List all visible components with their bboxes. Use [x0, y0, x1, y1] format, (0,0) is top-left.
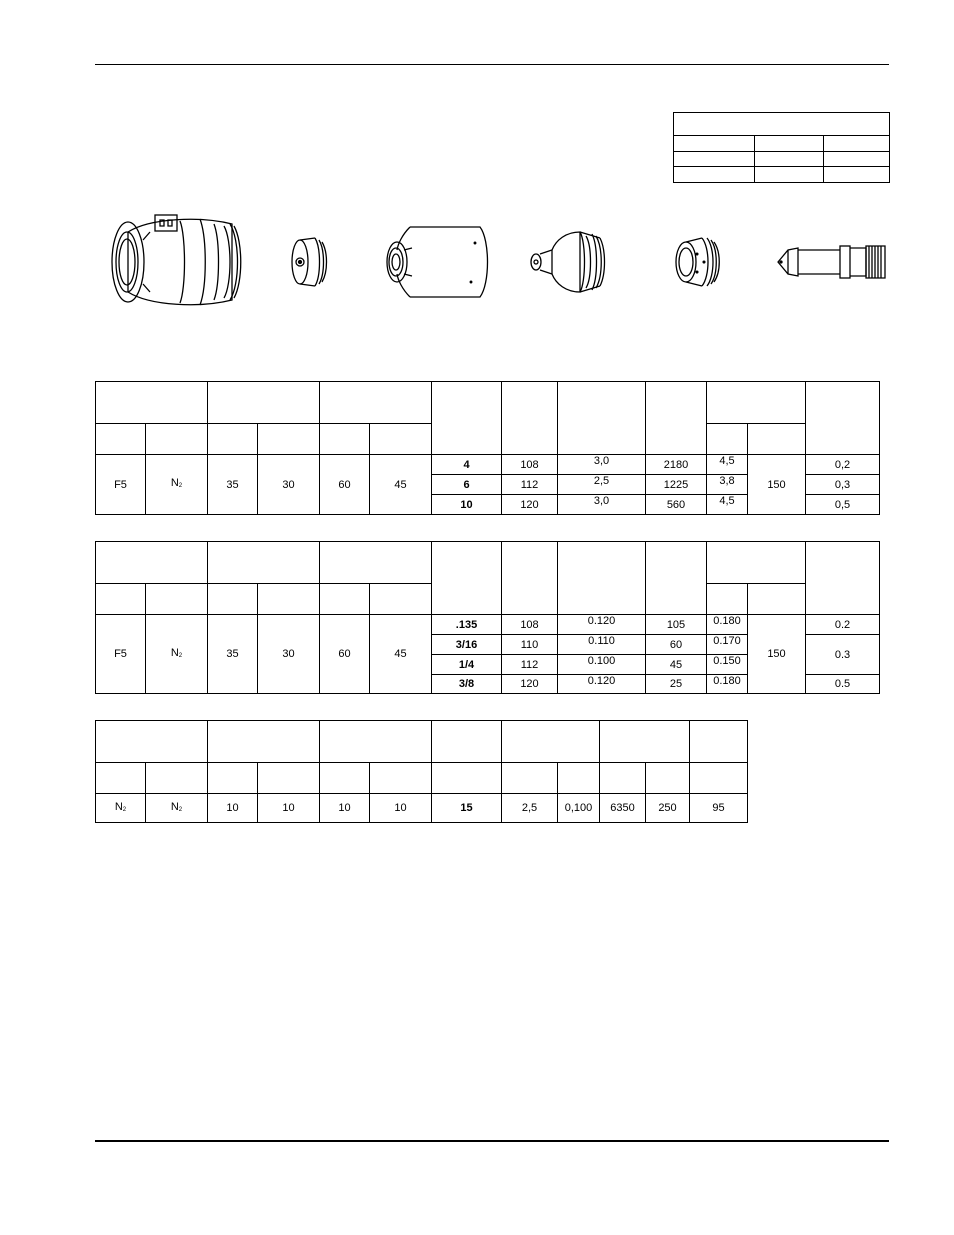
thickness: 1/4 — [432, 655, 502, 675]
preflow-plasma: 10 — [208, 794, 258, 823]
torch-distance: 0.110 — [558, 635, 646, 655]
arc-voltage: 112 — [502, 655, 558, 675]
cut-chart-english — [95, 541, 880, 694]
cut-speed: 560 — [646, 495, 707, 515]
nozzle-icon — [531, 232, 605, 292]
header-cell — [806, 382, 880, 455]
stand-off: 150 — [748, 455, 806, 515]
cut-speed: 1225 — [646, 475, 707, 495]
preflow-shield: 10 — [258, 794, 320, 823]
plasma-gas: $N_2$ — [96, 794, 146, 823]
cutflow-shield: 10 — [370, 794, 432, 823]
nozzle-retaining-cap-icon — [292, 238, 327, 286]
cutflow-shield: 45 — [370, 455, 432, 515]
pierce-delay: 0.2 — [806, 615, 880, 635]
preflow-shield: 30 — [258, 615, 320, 694]
plasma-gas: F5 — [96, 455, 146, 515]
header-cell — [558, 382, 646, 455]
shield-gas: $N_2$ — [146, 455, 208, 515]
stand-off: 150 — [748, 615, 806, 694]
cut-speed: 60 — [646, 635, 707, 655]
arc-voltage: 108 — [502, 455, 558, 475]
arc-voltage: 110 — [502, 635, 558, 655]
arc-voltage: 120 — [502, 675, 558, 694]
pierce-height: 4,5 — [707, 455, 748, 475]
header-cell — [208, 382, 320, 424]
pierce-height: 0.180 — [707, 615, 748, 635]
preflow-plasma: 35 — [208, 455, 258, 515]
pierce-height: 3,8 — [707, 475, 748, 495]
header-cell — [707, 382, 806, 424]
torch-distance: 3,0 — [558, 495, 646, 515]
cut-speed: 2180 — [646, 455, 707, 475]
shield-gas: $N_2$ — [146, 794, 208, 823]
swirl-ring-icon — [676, 238, 719, 286]
pierce-delay: 0.5 — [806, 675, 880, 694]
header-cell — [432, 382, 502, 455]
thickness: 3/16 — [432, 635, 502, 655]
thickness: .135 — [432, 615, 502, 635]
header-cell — [502, 382, 558, 455]
header-cell — [646, 382, 707, 455]
footer-rule — [95, 1140, 889, 1142]
pierce-delay: 0,5 — [806, 495, 880, 515]
pierce-delay: 0.3 — [806, 635, 880, 675]
torch-distance: 0.120 — [558, 615, 646, 635]
pierce-delay: 0,3 — [806, 475, 880, 495]
electrode-icon — [778, 246, 885, 278]
cutflow-plasma: 10 — [320, 794, 370, 823]
pierce-delay: 0,2 — [806, 455, 880, 475]
thickness: 6 — [432, 475, 502, 495]
cutflow-plasma: 60 — [320, 455, 370, 515]
marking-chart — [95, 720, 748, 823]
torch-distance: 3,0 — [558, 455, 646, 475]
cutflow-plasma: 60 — [320, 615, 370, 694]
part-number-header — [674, 113, 890, 136]
cut-chart-metric — [95, 381, 880, 515]
table-row — [96, 794, 748, 823]
torch-distance: 2,5 — [558, 475, 646, 495]
cut-speed: 25 — [646, 675, 707, 694]
preflow-plasma: 35 — [208, 615, 258, 694]
plasma-gas: F5 — [96, 615, 146, 694]
cut-speed: 105 — [646, 615, 707, 635]
torch-distance: 0.100 — [558, 655, 646, 675]
header-cell — [96, 382, 208, 424]
thickness: 3/8 — [432, 675, 502, 694]
pierce-height: 0.170 — [707, 635, 748, 655]
arc-voltage: 112 — [502, 475, 558, 495]
part-number-table — [673, 112, 890, 183]
pierce-height: 0.180 — [707, 675, 748, 694]
torch-distance: 2,5 — [502, 794, 558, 823]
table-row — [96, 455, 880, 475]
preflow-shield: 30 — [258, 455, 320, 515]
torch-distance: 0.120 — [558, 675, 646, 694]
pierce-height: 0.150 — [707, 655, 748, 675]
pierce-height: 4,5 — [707, 495, 748, 515]
marking-speed: 6350 — [600, 794, 646, 823]
cut-speed: 45 — [646, 655, 707, 675]
thickness: 10 — [432, 495, 502, 515]
arc-voltage: 95 — [690, 794, 748, 823]
header-cell — [320, 382, 432, 424]
torch-distance-in: 0,100 — [558, 794, 600, 823]
arc-voltage: 108 — [502, 615, 558, 635]
table-row — [96, 615, 880, 635]
shield-icon — [112, 215, 241, 305]
marking-current: 15 — [432, 794, 502, 823]
retaining-cap-icon — [387, 227, 488, 297]
shield-gas: $N_2$ — [146, 615, 208, 694]
thickness: 4 — [432, 455, 502, 475]
arc-voltage: 120 — [502, 495, 558, 515]
header-rule — [95, 64, 889, 65]
marking-speed-ipm: 250 — [646, 794, 690, 823]
cutflow-shield: 45 — [370, 615, 432, 694]
